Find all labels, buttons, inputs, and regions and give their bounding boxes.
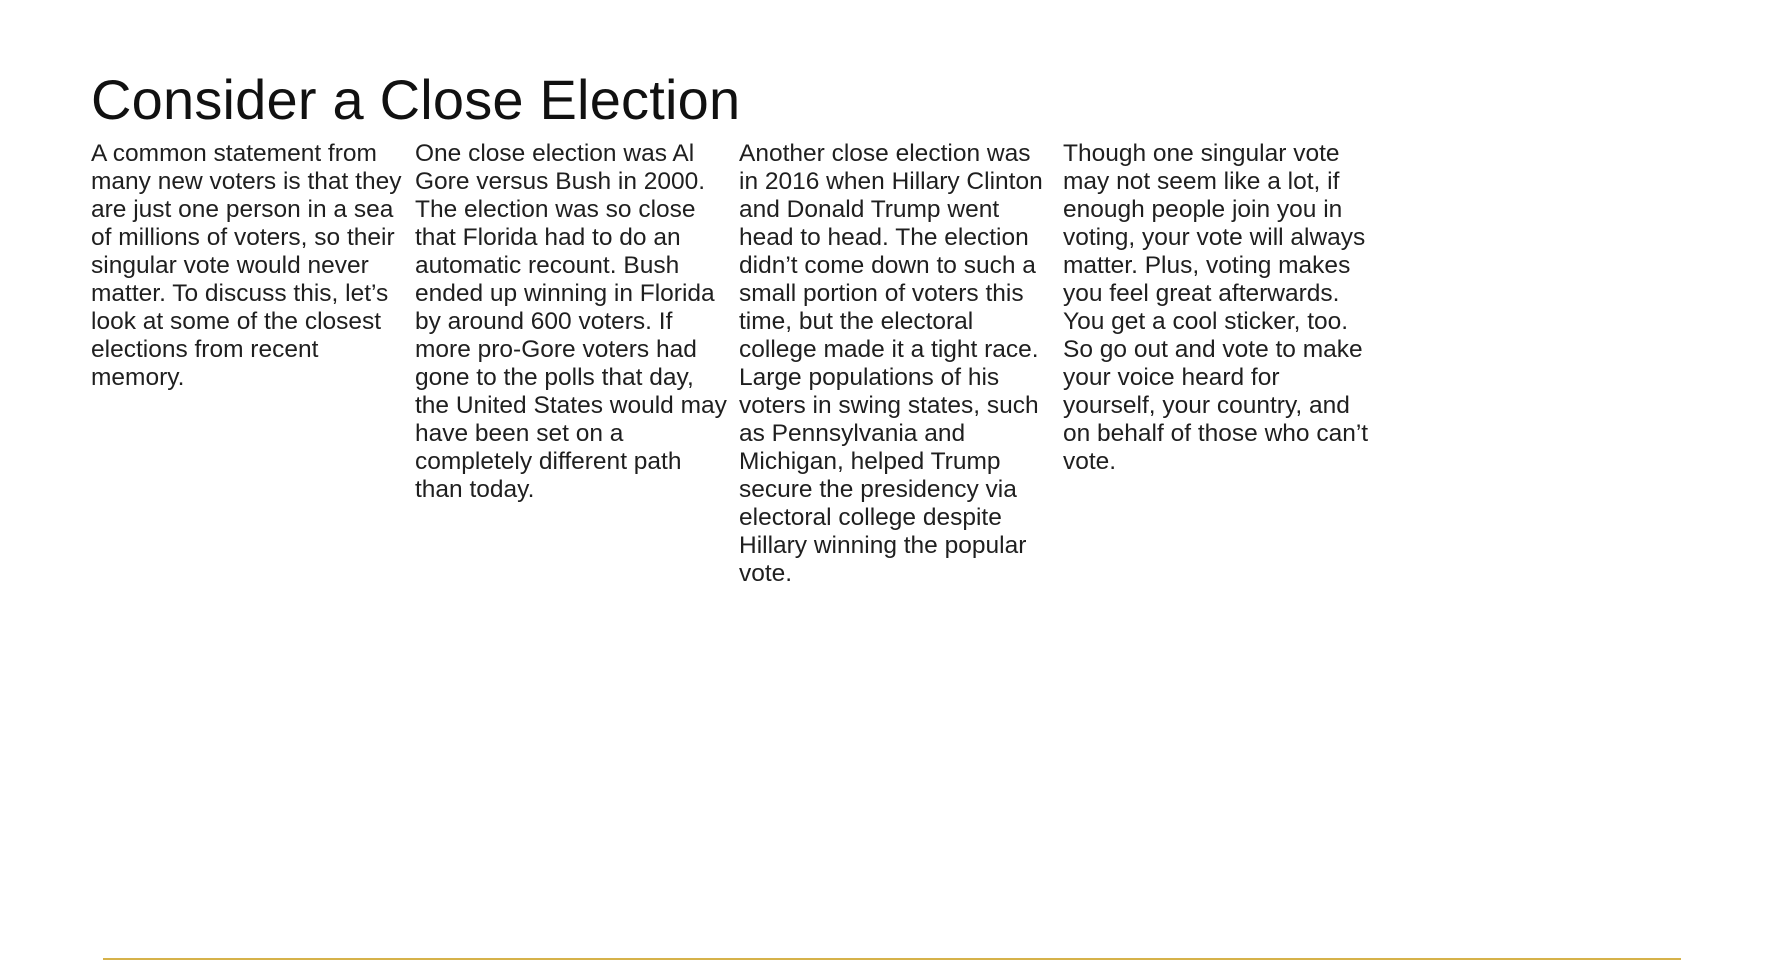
slide-title: Consider a Close Election xyxy=(91,68,741,131)
column-4-text: Though one singular vote may not seem like a lot, if enough people join you in voting, your vote will always matter. Plus, voting makes you feel great afterwards. You get a cool sticker, too. So go out and vote to make your voice heard for yourself, your country, and on behalf of those who can’t vote. xyxy=(1063,140,1369,475)
footer-divider xyxy=(103,958,1681,960)
text-columns xyxy=(91,140,1391,660)
column-1-text: A common statement from many new voters is that they are just one person in a sea of millions of voters, so their singular vote would never matter. To discuss this, let’s look at some of the closest elections from recent memory. xyxy=(91,140,402,391)
column-3-text: Another close election was in 2016 when Hillary Clinton and Donald Trump went head to head. The election didn’t come down to such a small portion of voters this time, but the electoral college made it a tight race. Large populations of his voters in swing states, such as Pennsylvania and Michigan, helped Trump secure the presidency via electoral college despite Hillary winning the popular vote. xyxy=(739,140,1043,587)
column-2-text: One close election was Al Gore versus Bush in 2000. The election was so close that Florida had to do an automatic recount. Bush ended up winning in Florida by around 600 voters. If more pro-Gore voters had gone to the polls that day, the United States would may have been set on a completely different path than today. xyxy=(415,140,727,503)
